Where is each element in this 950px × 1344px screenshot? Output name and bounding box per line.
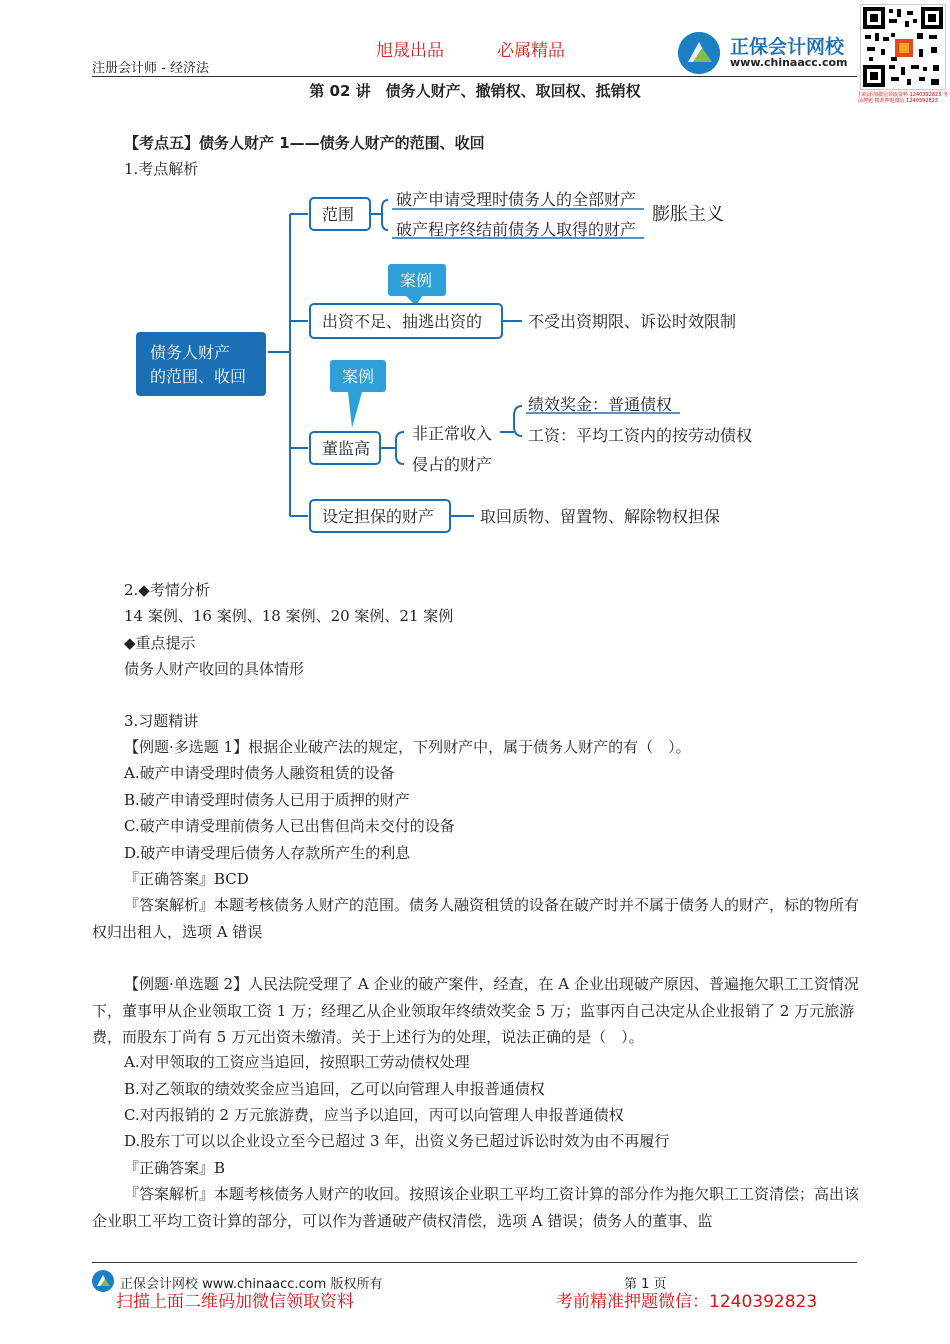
logo-url: www.chinaacc.com — [730, 56, 848, 69]
analysis-heading: 1.考点解析 — [124, 160, 199, 178]
mindmap-root-line2: 的范围、收回 — [150, 367, 247, 386]
mindmap-case-label-1: 案例 — [400, 271, 433, 290]
key-heading: ◆重点提示 — [124, 634, 196, 652]
mindmap-scope-item2: 破产程序终结前债务人取得的财产 — [396, 220, 637, 239]
q2-stem: 【例题·单选题 2】人民法院受理了 A 企业的破产案件，经查，在 A 企业出现破产原因、普遍拖欠职工工资情况下，董事甲从企业领取工资 1 万；经理乙从企业领取年终绩效奖金 5 万；监事丙自己决定从企业报销了 2 万元旅游费，而股东丁尚有 5 万元出资未缴清。关于上述行为的处理，说法正确的是（ ）。 — [92, 975, 859, 1046]
q1-option-d: D.破产申请受理后债务人存款所产生的利息 — [124, 844, 411, 862]
exam-analysis-heading: 2.◆考情分析 — [124, 581, 210, 599]
mindmap-bonus: 绩效奖金：普通债权 — [528, 395, 673, 414]
q1-option-a: A.破产申请受理时债务人融资租赁的设备 — [124, 764, 395, 782]
logo-mark-icon — [678, 32, 720, 74]
key-text: 债务人财产收回的具体情形 — [124, 660, 305, 678]
lecture-title: 第 02 讲 债务人财产、撤销权、取回权、抵销权 — [309, 82, 641, 100]
header-divider — [92, 76, 857, 77]
course-label: 注册会计师 - 经济法 — [92, 61, 209, 76]
footer-logo-icon — [92, 1270, 114, 1292]
q1-explanation: 『答案解析』本题考核债务人财产的范围。债务人融资租赁的设备在破产时并不属于债务人的财产，标的物所有权归出租人，选项 A 错误 — [92, 896, 860, 941]
mindmap-dsg-item2: 侵占的财产 — [412, 455, 493, 474]
mindmap-diagram — [130, 180, 810, 540]
q2-option-b: B.对乙领取的绩效奖金应当追回，乙可以向管理人申报普通债权 — [124, 1080, 545, 1098]
mindmap-dsg-item1: 非正常收入 — [412, 424, 493, 443]
q2-answer: 『正确答案』B — [124, 1159, 226, 1177]
q2-option-d: D.股东丁可以以企业设立至今已超过 3 年，出资义务已超过诉讼时效为由不再履行 — [124, 1132, 670, 1150]
mindmap-wage: 工资：平均工资内的按劳动债权 — [528, 426, 753, 445]
q2-explanation: 『答案解析』本题考核债务人财产的收回。按照该企业职工平均工资计算的部分作为拖欠职工工资清偿；高出该企业职工平均工资计算的部分，可以作为普通破产债权清偿，选项 A 错误；债务人的董事、监 — [92, 1185, 860, 1230]
q1-answer: 『正确答案』BCD — [124, 870, 249, 888]
mindmap-scope-note: 膨胀主义 — [652, 204, 724, 225]
footer-divider — [92, 1262, 857, 1263]
q1-stem: 【例题·多选题 1】根据企业破产法的规定，下列财产中，属于债务人财产的有（ ）。 — [124, 738, 691, 756]
footer-copyright: 正保会计网校 www.chinaacc.com 版权所有 — [120, 1277, 383, 1292]
mindmap-guarantee-label: 设定担保的财产 — [322, 507, 435, 526]
mindmap-case-label-2: 案例 — [342, 367, 375, 386]
mindmap-root-node — [136, 332, 266, 396]
brand-logo[interactable] — [678, 30, 858, 74]
mindmap-capital-label: 出资不足、抽逃出资的 — [322, 312, 483, 331]
qr-code-icon[interactable] — [860, 4, 946, 90]
q1-option-b: B.破产申请受理时债务人已用于质押的财产 — [124, 791, 410, 809]
exercises-heading: 3.习题精讲 — [124, 712, 199, 730]
logo-name: 正保会计网校 — [730, 36, 845, 58]
footer-page-number: 第 1 页 — [624, 1277, 667, 1292]
mindmap-capital-note: 不受出资期限、诉讼时效限制 — [528, 312, 737, 331]
q2-option-c: C.对丙报销的 2 万元旅游费，应当予以追回，丙可以向管理人申报普通债权 — [124, 1106, 624, 1124]
section-title: 【考点五】债务人财产 1——债务人财产的范围、收回 — [124, 134, 485, 152]
mindmap-dsg-label: 董监高 — [322, 439, 371, 458]
mindmap-scope-item1: 破产申请受理时债务人的全部财产 — [396, 190, 637, 209]
qr-caption: 扫码添加微信领取资料 1240392823 考前押题 精准押题微信 1240392823 — [858, 92, 948, 104]
slogan-1: 旭晟出品 — [376, 41, 444, 61]
mindmap-guarantee-note: 取回质物、留置物、解除物权担保 — [480, 507, 721, 526]
footer-promo-right: 考前精准押题微信：1240392823 — [556, 1292, 818, 1312]
footer-promo-left: 扫描上面二维码加微信领取资料 — [116, 1292, 354, 1312]
q1-option-c: C.破产申请受理前债务人已出售但尚未交付的设备 — [124, 817, 455, 835]
exam-cases: 14 案例、16 案例、18 案例、20 案例、21 案例 — [124, 607, 454, 625]
mindmap-scope-label: 范围 — [322, 205, 355, 224]
slogan-2: 必属精品 — [497, 41, 565, 61]
q2-option-a: A.对甲领取的工资应当追回，按照职工劳动债权处理 — [124, 1053, 470, 1071]
mindmap-root-line1: 债务人财产 — [150, 343, 231, 362]
